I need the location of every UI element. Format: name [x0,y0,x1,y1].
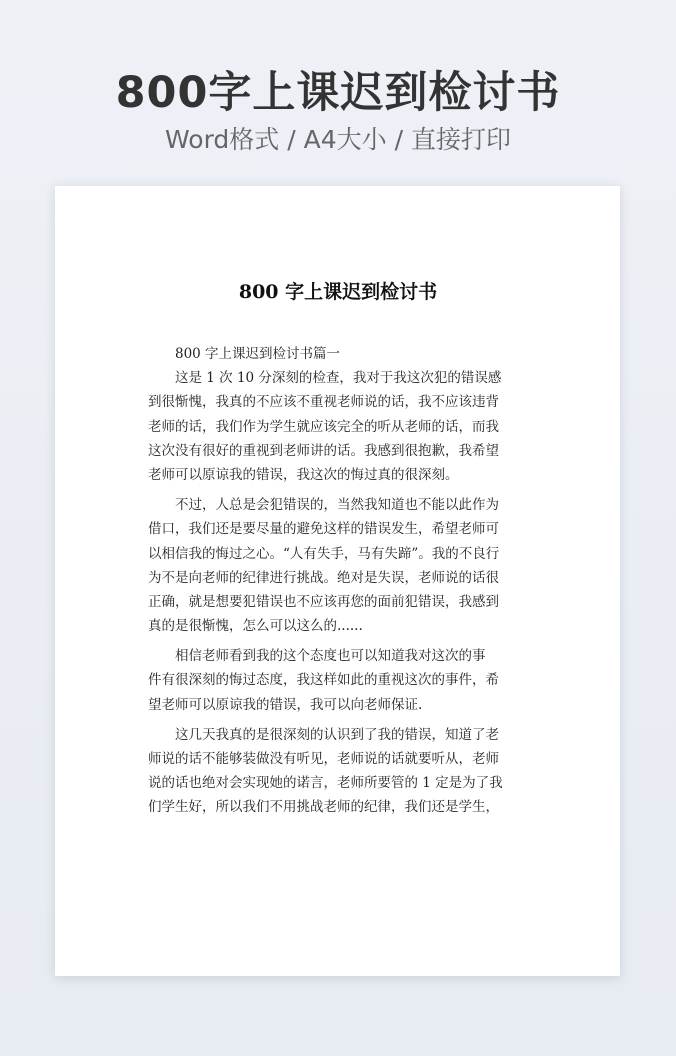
document-line: 们学生好，所以我们不用挑战老师的纪律，我们还是学生， [148,799,499,816]
document-line: 为不是向老师的纪律进行挑战。绝对是失误，老师说的话很 [148,569,499,586]
document-line: 800 字上课迟到检讨书篇一 [175,346,341,362]
page-subtitle: Word格式 / A4大小 / 直接打印 [165,125,511,154]
page-title: 800字上课迟到检讨书 [115,68,561,118]
document-line: 到很惭愧，我真的不应该不重视老师说的话，我不应该违背 [148,394,499,411]
document-line: 这次没有很好的重视到老师讲的话。我感到很抱歉，我希望 [148,442,499,459]
document-line: 真的是很惭愧，怎么可以这么的...... [148,618,363,635]
document-line: 借口，我们还是要尽量的避免这样的错误发生，希望老师可 [148,521,499,538]
document-line: 望老师可以原谅我的错误，我可以向老师保证. [148,696,423,713]
page-header [0,62,676,158]
document-title: 800 字上课迟到检讨书 [238,281,438,303]
document-line: 以相信我的悔过之心。“人有失手，马有失蹄”。我的不良行 [148,545,500,562]
document-line: 这是 1 次 10 分深刻的检查，我对于我这次犯的错误感 [175,370,502,387]
document-body [148,342,532,820]
document-line: 这几天我真的是很深刻的认识到了我的错误，知道了老 [175,726,499,743]
document-line: 相信老师看到我的这个态度也可以知道我对这次的事 [175,648,486,665]
document-line: 师说的话不能够装做没有听见，老师说的话就要听从，老师 [148,751,499,767]
document-line: 老师的话，我们作为学生就应该完全的听从老师的话，而我 [148,418,499,435]
document-line: 说的话也绝对会实现她的诺言，老师所要管的 1 定是为了我 [148,775,503,792]
document-line: 老师可以原谅我的错误，我这次的悔过真的很深刻。 [148,466,459,483]
document-line: 正确，就是想要犯错误也不应该再您的面前犯错误，我感到 [148,593,499,610]
document-line: 不过，人总是会犯错误的，当然我知道也不能以此作为 [175,497,499,514]
document-line: 件有很深刻的悔过态度，我这样如此的重视这次的事件，希 [148,672,499,689]
